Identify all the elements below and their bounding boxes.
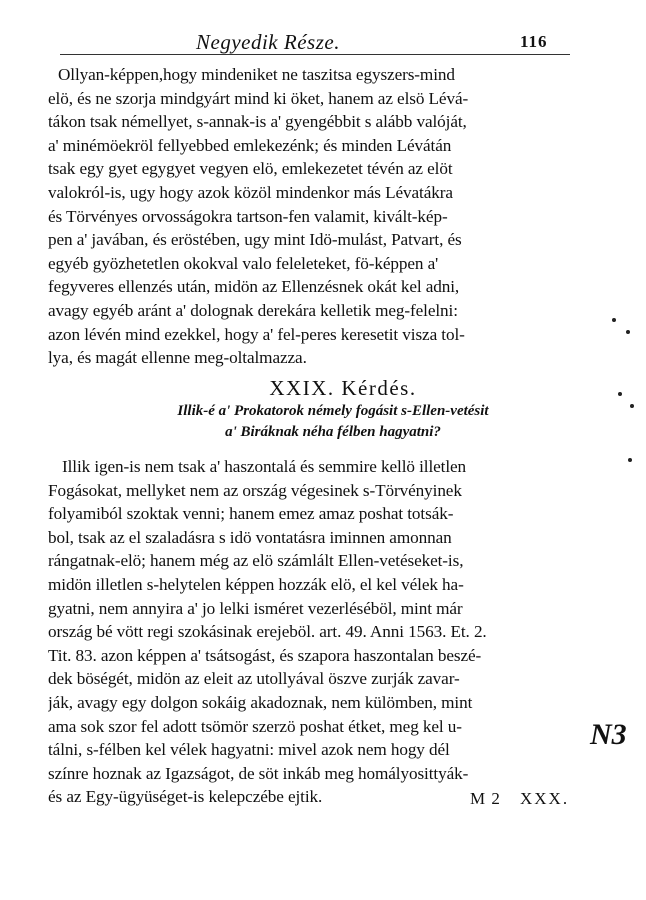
text-line: Ollyan-képpen,hogy mindeniket ne taszitsa egyszers-mind xyxy=(58,65,455,84)
text-line: Tit. 83. azon képpen a' tsátsogást, és szapora haszontalan beszé- xyxy=(48,645,482,665)
margin-handwritten-note: N3 xyxy=(590,718,627,751)
answer-paragraph xyxy=(48,455,578,809)
text-line: Fogásokat, mellyket nem az ország végesinek s-Törvényinek xyxy=(48,480,462,500)
text-line: a' minémöekröl fellyebbed emlekezénk; és minden Lévátán xyxy=(48,135,452,155)
signature-mark: M 2 xyxy=(470,789,501,808)
page-number: 116 xyxy=(520,32,548,51)
running-head: Negyedik Része. xyxy=(196,30,340,54)
text-line: midön illetlen s-helytelen képpen hozzák elö, el kel vélek ha- xyxy=(48,574,464,594)
margin-dot xyxy=(612,318,616,322)
text-line: bol, tsak az el szaladásra s idö vontatásra iminnen amonnan xyxy=(48,527,452,547)
text-line: fegyveres ellenzés után, midön az Ellenzésnek okát kel adni, xyxy=(48,277,460,297)
text-line: Illik igen-is nem tsak a' haszontalá és semmire kellö illetlen xyxy=(62,457,467,476)
text-line: egyéb gyözhetetlen okokval valo feleleteket, fö-képpen a' xyxy=(48,253,439,273)
margin-dot xyxy=(630,404,634,408)
text-line: ják, avagy egy dolgon sokáig akadoznak, nem külömben, mint xyxy=(48,692,473,712)
text-line: ország bé vött regi szokásinak erejeböl. art. 49. Anni 1563. Et. 2. xyxy=(48,622,487,642)
text-line: lya, és magát ellenne meg-oltalmazza. xyxy=(48,348,307,368)
text-line: dek böségét, midön az eleit az utollyával öszve zurják zavar- xyxy=(48,669,460,689)
text-line: és Törvényes orvosságokra tartson-fen valamit, kivált-kép- xyxy=(48,206,448,226)
text-line: elö, és ne szorja mindgyárt mind ki öket, hanem az elsö Lévá- xyxy=(48,88,469,108)
text-line: gyatni, nem annyira a' jo lelki isméret vezerléséböl, mint már xyxy=(48,598,463,618)
text-line: tálni, s-félben kel vélek hagyatni: mivel azok nem hogy dél xyxy=(48,740,450,760)
text-line: azon lévén mind ezekkel, hogy a' fel-peres keresetit visza tol- xyxy=(48,324,465,344)
text-line: folyamiból szoktak venni; hanem emez amaz poshat totsák- xyxy=(48,504,454,524)
body-paragraph xyxy=(48,63,578,370)
text-line: színre hoznak az Igazságot, de söt inkáb meg homályosittyák- xyxy=(48,763,469,783)
text-line: tákon tsak némellyet, s-annak-is a' gyengébbit s alább valóját, xyxy=(48,112,467,132)
margin-dot xyxy=(618,392,622,396)
question-line: Illik-é a' Prokatorok némely fogásit s-Ellen-vetésit xyxy=(177,403,489,419)
text-line: és az Egy-ügyüséget-is kelepczébe ejtik. xyxy=(48,787,323,807)
text-line: ama sok szor fel adott tsömör szerzö poshat étket, meg kel u- xyxy=(48,716,462,736)
section-heading-block xyxy=(48,375,578,443)
margin-dot xyxy=(626,330,630,334)
text-line: pen a' javában, és eröstében, ugy mint Idö-mulást, Patvart, és xyxy=(48,230,462,250)
text-line: avagy egyéb aránt a' dolognak derekára kelletik meg-felelni: xyxy=(48,300,458,320)
header-rule xyxy=(60,54,570,55)
section-heading: XXIX. Kérdés. xyxy=(269,376,417,400)
text-line: rángatnak-elö; hanem még az elö számlált Ellen-vetéseket-is, xyxy=(48,551,464,571)
text-line: valokról-is, ugy hogy azok közöl mindenkor más Lévatákra xyxy=(48,182,453,202)
text-line: tsak egy gyet egygyet vegyen elö, emlekezetet tévén az elöt xyxy=(48,159,453,179)
catchword: XXX. xyxy=(520,789,570,808)
question-line: a' Biráknak néha félben hagyatni? xyxy=(225,424,441,440)
margin-dot xyxy=(628,458,632,462)
